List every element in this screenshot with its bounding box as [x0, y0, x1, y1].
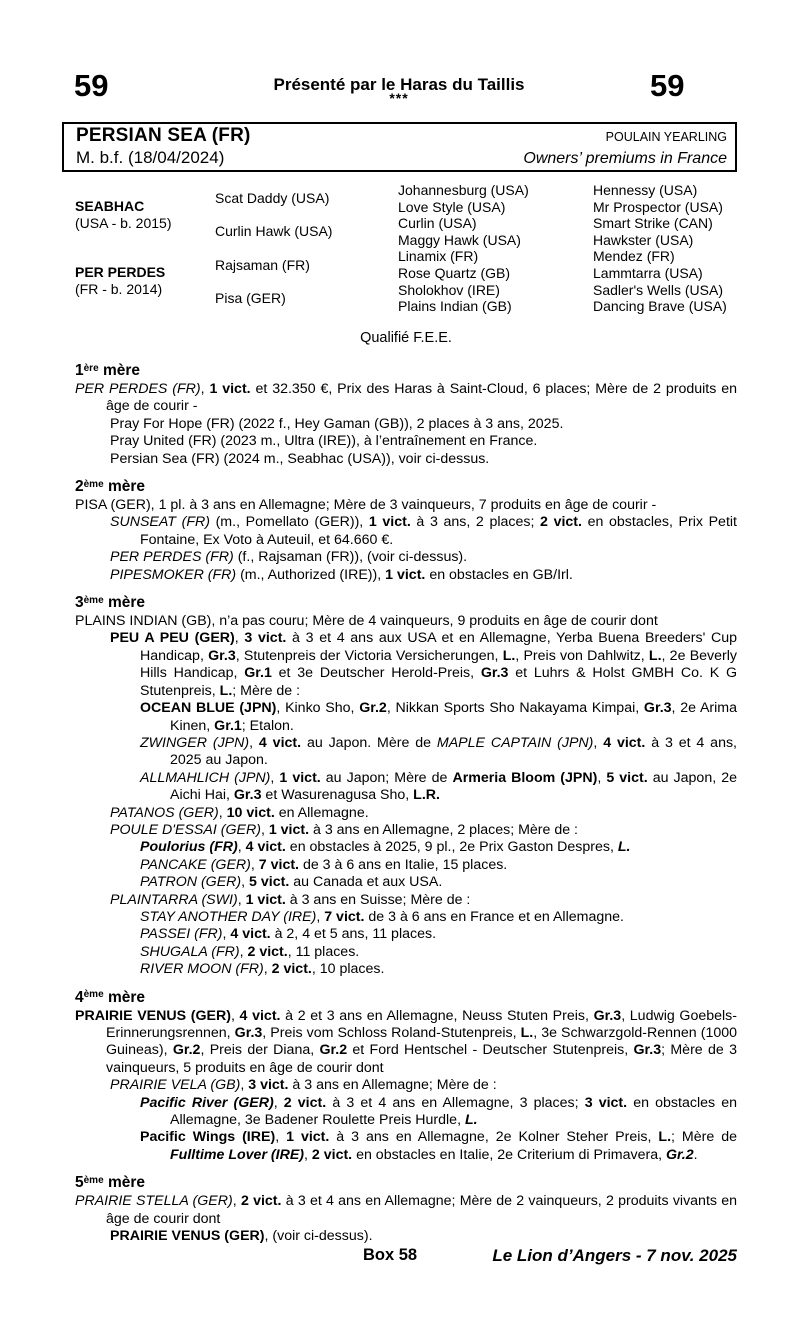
sale-info: Le Lion d’Angers - 7 nov. 2025	[492, 1246, 737, 1266]
pedigree-gen2	[215, 182, 398, 315]
pedigree-ancestor: Linamix (FR)	[398, 248, 479, 265]
footer	[75, 1247, 737, 1267]
text-segment: 2 vict.	[240, 1193, 282, 1210]
text-segment: ,	[218, 804, 227, 821]
pedigree-ancestor: Hawkster (USA)	[593, 231, 694, 248]
pedigree-table	[75, 182, 737, 315]
text-segment: L.	[520, 1025, 534, 1041]
pedigree-ancestor: Maggy Hawk (USA)	[398, 231, 521, 248]
text-segment: Gr.3	[480, 665, 509, 682]
pedigree-ancestor: Pisa (GER)	[215, 289, 286, 306]
text-segment: 4 vict.	[245, 839, 286, 856]
text-segment: ,	[230, 1007, 240, 1024]
pedigree-ancestor: Hennessy (USA)	[593, 182, 698, 198]
text-segment: ,	[222, 926, 231, 943]
pedigree-paragraph	[75, 1193, 737, 1228]
catalog-number-left: 59	[74, 68, 109, 103]
text-segment: .	[693, 1146, 698, 1163]
mare-section	[75, 1174, 737, 1245]
text-segment: 3 vict.	[248, 1077, 289, 1094]
text-segment: PATRON (GER)	[140, 874, 242, 891]
text-segment: (m., Pomellato (GER)),	[209, 514, 369, 531]
text-segment: ; Mère de :	[232, 682, 301, 699]
premiums-note: Owners’ premiums in France	[523, 150, 727, 167]
horse-header-box	[62, 122, 737, 172]
horse-header-row-2	[76, 148, 727, 171]
pedigree-paragraph	[75, 433, 737, 450]
text-segment: , Preis von Dahlwitz,	[515, 647, 649, 664]
text-segment: Gr.2	[665, 1146, 694, 1163]
text-segment: Gr.3	[233, 787, 262, 804]
text-segment: Gr.3	[643, 700, 672, 717]
pedigree-paragraph	[75, 567, 737, 584]
text-segment: et Wasurenagusa Sho,	[261, 787, 414, 804]
text-segment: 2 vict.	[271, 961, 312, 978]
text-segment: 2 vict.	[311, 1146, 353, 1163]
text-segment: PER PERDES (FR)	[75, 381, 201, 397]
text-segment: PRAIRIE VENUS (GER)	[110, 1228, 265, 1245]
pedigree-paragraph	[75, 1228, 737, 1245]
text-segment: à 3 et 4 ans aux USA et en Allemagne, Yerba Buena Breeders' Cup Handicap,	[140, 630, 737, 664]
pedigree-ancestor: Sholokhov (IRE)	[398, 281, 500, 298]
text-segment: Poulorius (FR)	[140, 839, 238, 856]
stars-separator: ***	[389, 90, 409, 106]
pedigree-gen1	[75, 182, 215, 315]
text-segment: L.	[464, 1112, 478, 1129]
heading-superscript: ème	[83, 594, 104, 606]
text-segment: PRAIRIE VELA (GB)	[110, 1077, 241, 1094]
text-segment: ,	[263, 961, 272, 978]
text-segment: Persian Sea (FR) (2024 m., Seabhac (USA)), voir ci-dessus.	[110, 450, 490, 467]
heading-superscript: ère	[83, 362, 99, 374]
horse-header-row-1	[76, 125, 727, 148]
text-segment: 10 vict.	[226, 804, 275, 821]
text-segment: PLAINTARRA (SWI)	[110, 891, 238, 908]
ancestor-origin: (USA - b. 2015)	[75, 215, 172, 231]
pedigree-paragraph	[75, 805, 737, 822]
pedigree-gen3	[398, 182, 593, 315]
pedigree-paragraph	[75, 961, 737, 978]
text-segment: ,	[234, 630, 245, 647]
text-segment: en obstacles, Prix Petit Fontaine, Ex Voto à Auteuil, et 64.660 €.	[140, 514, 737, 548]
horse-details: M. b.f. (18/04/2024)	[76, 148, 225, 167]
section-heading: 4ème mère	[75, 988, 146, 1006]
text-segment: Gr.3	[593, 1007, 622, 1024]
text-segment: OCEAN BLUE (JPN)	[140, 700, 277, 717]
text-segment: à 3 ans en Allemagne, 2e Kolner Steher Preis,	[329, 1129, 659, 1146]
text-segment: de 3 à 6 ans en Italie, 15 places.	[299, 856, 508, 873]
mare-section	[75, 362, 737, 468]
text-segment: Gr.2	[172, 1042, 201, 1059]
box-number: Box 58	[363, 1246, 418, 1265]
presenter-line: Présenté par le Haras du Taillis	[273, 75, 525, 94]
text-segment: , 2e Beverly Hills Handicap,	[140, 647, 738, 682]
pedigree-gen4	[593, 182, 737, 315]
text-segment: 4 vict.	[603, 734, 646, 751]
pedigree-ancestor: Johannesburg (USA)	[398, 182, 529, 198]
text-segment: SHUGALA (FR)	[140, 943, 240, 960]
text-segment: au Japon. Mère de	[301, 734, 437, 751]
text-segment: ,	[273, 1094, 284, 1111]
text-segment: (m., Authorized (IRE)),	[236, 566, 386, 583]
pedigree-paragraph	[75, 892, 737, 909]
text-segment: STAY ANOTHER DAY (IRE)	[140, 908, 317, 925]
text-segment: 7 vict.	[258, 856, 300, 873]
text-segment: au Japon, 2e Aichi Hai,	[170, 769, 737, 804]
text-segment: ,	[304, 1146, 312, 1163]
text-segment: , 2e Arima Kinen,	[170, 700, 737, 734]
text-segment: Pray United (FR) (2023 m., Ultra (IRE)), à l’entraînement en France.	[110, 433, 538, 450]
pedigree-paragraph	[75, 381, 737, 416]
produce-record	[75, 352, 737, 1267]
text-segment: L.	[648, 647, 662, 664]
text-segment: Gr.2	[359, 700, 387, 717]
text-segment: à 3 et 4 ans, 2025 au Japon.	[170, 734, 737, 769]
text-segment: PRAIRIE STELLA (GER)	[75, 1193, 233, 1210]
text-segment: à 3 et 4 ans en Allemagne, 3 places;	[326, 1094, 585, 1111]
category-label: POULAIN YEARLING	[605, 130, 727, 144]
text-segment: ; Etalon.	[241, 717, 294, 734]
pedigree-paragraph	[75, 926, 737, 943]
pedigree-ancestor: Smart Strike (CAN)	[593, 215, 713, 232]
text-segment: 3 vict.	[584, 1094, 628, 1111]
pedigree-ancestor: Love Style (USA)	[398, 198, 506, 215]
text-segment: 2 vict.	[247, 943, 288, 960]
section-heading: 2ème mère	[75, 478, 146, 496]
pedigree-ancestor: Sadler's Wells (USA)	[593, 281, 723, 298]
pedigree-paragraph	[75, 944, 737, 961]
text-segment: et Ford Hentschel - Deutscher Stutenpreis,	[347, 1042, 634, 1059]
text-segment: , Preis vom Schloss Roland-Stutenpreis,	[262, 1025, 521, 1041]
text-segment: ,	[250, 856, 259, 873]
pedigree-ancestor-cell	[75, 248, 215, 314]
pedigree-ancestor: Curlin Hawk (USA)	[215, 223, 333, 240]
pedigree-paragraph	[75, 1095, 737, 1130]
text-segment: et 3e Deutscher Herold-Preis,	[271, 665, 481, 682]
text-segment: 1 vict.	[279, 769, 321, 786]
pedigree-paragraph	[75, 549, 737, 566]
text-segment: ,	[200, 381, 210, 397]
text-segment: Gr.2	[319, 1042, 348, 1059]
ancestor-origin: (FR - b. 2014)	[75, 281, 163, 297]
text-segment: RIVER MOON (FR)	[140, 961, 264, 978]
text-segment: à 3 ans en Suisse; Mère de :	[285, 891, 471, 908]
text-segment: SUNSEAT (FR)	[110, 514, 210, 531]
text-segment: de 3 à 6 ans en France et en Allemagne.	[364, 908, 624, 925]
text-segment: ,	[237, 891, 246, 908]
text-segment: Gr.3	[633, 1042, 662, 1059]
text-segment: 5 vict.	[606, 769, 648, 786]
text-segment: (f., Rajsaman (FR)), (voir ci-dessus).	[233, 549, 468, 566]
pedigree-ancestor: Mendez (FR)	[593, 248, 675, 265]
text-segment: , Preis der Diana,	[200, 1042, 320, 1059]
text-segment: ,	[249, 734, 259, 751]
text-segment: Pacific River (GER)	[140, 1094, 274, 1111]
text-segment: , Ludwig Goebels-Erinnerungsrennen,	[106, 1007, 737, 1041]
text-segment: à 3 ans en Allemagne; Mère de :	[288, 1077, 497, 1094]
text-segment: 2 vict.	[283, 1094, 327, 1111]
text-segment: , Nikkan Sports Sho Nakayama Kimpai,	[386, 700, 644, 717]
text-segment: Gr.3	[208, 647, 236, 664]
text-segment: 4 vict.	[239, 1007, 281, 1024]
pedigree-paragraph	[75, 497, 737, 514]
pedigree-paragraph	[75, 514, 737, 549]
text-segment: ,	[270, 769, 280, 786]
text-segment: ,	[241, 874, 250, 891]
text-segment: ,	[239, 943, 248, 960]
text-segment: au Japon; Mère de	[320, 769, 453, 786]
text-segment: MAPLE CAPTAIN (JPN)	[436, 734, 594, 751]
text-segment: et Luhrs & Holst GMBH Co. K G Stutenpreis,	[140, 665, 737, 699]
pedigree-paragraph	[75, 1129, 737, 1164]
text-segment: ,	[597, 769, 607, 786]
text-segment: PIPESMOKER (FR)	[110, 566, 237, 583]
ancestor-name: PER PERDES	[75, 264, 166, 281]
text-segment: à 2 et 3 ans en Allemagne, Neuss Stuten Preis,	[280, 1007, 594, 1024]
text-segment: en obstacles en Allemagne, 3e Badener Roulette Preis Hurdle,	[170, 1094, 737, 1129]
text-segment: ZWINGER (JPN)	[140, 734, 250, 751]
text-segment: Gr.1	[244, 665, 272, 682]
text-segment: 7 vict.	[324, 908, 365, 925]
pedigree-ancestor: Lammtarra (USA)	[593, 264, 703, 281]
pedigree-paragraph	[75, 416, 737, 433]
text-segment: à 3 et 4 ans en Allemagne; Mère de 2 vainqueurs, 2 produits vivants en âge de courir dont	[106, 1193, 737, 1227]
pedigree-paragraph	[75, 613, 737, 630]
heading-superscript: ème	[83, 1174, 104, 1186]
text-segment: L.	[219, 682, 233, 699]
pedigree-paragraph	[75, 1008, 737, 1078]
text-segment: , 10 places.	[311, 961, 385, 978]
ancestor-name: SEABHAC	[75, 198, 145, 215]
text-segment: à 2, 4 et 5 ans, 11 places.	[270, 926, 437, 943]
text-segment: à 3 ans en Allemagne, 2 places; Mère de :	[309, 821, 579, 838]
text-segment: ,	[275, 1129, 287, 1146]
section-heading: 1ère mère	[75, 362, 141, 379]
text-segment: ,	[316, 908, 325, 925]
text-segment: ,	[260, 821, 269, 838]
text-segment: PATANOS (GER)	[110, 804, 219, 821]
qualification-note: Qualifié F.E.E.	[360, 330, 452, 346]
text-segment: 1 vict.	[268, 821, 310, 838]
mare-section	[75, 594, 737, 979]
text-segment: ,	[232, 1193, 241, 1210]
text-segment: PEU A PEU (GER)	[110, 630, 235, 647]
text-segment: ALLMAHLICH (JPN)	[140, 769, 271, 786]
pedigree-ancestor: Mr Prospector (USA)	[593, 198, 723, 215]
text-segment: Pacific Wings (IRE)	[140, 1129, 276, 1146]
text-segment: PANCAKE (GER)	[140, 856, 251, 873]
text-segment: 1 vict.	[385, 566, 426, 583]
text-segment: , Kinko Sho,	[276, 700, 360, 717]
heading-superscript: ème	[83, 478, 104, 490]
text-segment: PISA (GER), 1 pl. à 3 ans en Allemagne; Mère de 3 vainqueurs, 7 produits en âge de courir -	[75, 497, 657, 514]
text-segment: PER PERDES (FR)	[110, 549, 234, 566]
catalog-number-right: 59	[650, 68, 685, 103]
text-segment: 1 vict.	[286, 1129, 330, 1146]
text-segment: en obstacles en Italie, 2e Criterium di Primavera,	[352, 1146, 666, 1163]
text-segment: en obstacles à 2025, 9 pl., 2e Prix Gaston Despres,	[285, 839, 618, 856]
pedigree-ancestor-cell	[75, 182, 215, 248]
section-heading: 3ème mère	[75, 594, 146, 612]
pedigree-paragraph	[75, 1077, 737, 1094]
pedigree-paragraph	[75, 770, 737, 805]
pedigree-paragraph	[75, 874, 737, 891]
text-segment: ; Mère de 3 vainqueurs, 5 produits en âge de courir dont	[106, 1042, 737, 1076]
text-segment: POULE D'ESSAI (GER)	[110, 821, 261, 838]
text-segment: Gr.1	[214, 717, 242, 734]
mare-section	[75, 989, 737, 1165]
text-segment: , 3e Schwarzgold-Rennen (1000 Guineas),	[106, 1025, 738, 1059]
text-segment: , 11 places.	[287, 943, 360, 960]
pedigree-ancestor: Rose Quartz (GB)	[398, 264, 511, 281]
pedigree-ancestor: Scat Daddy (USA)	[215, 190, 330, 207]
pedigree-ancestor: Plains Indian (GB)	[398, 298, 512, 315]
pedigree-ancestor: Dancing Brave (USA)	[593, 298, 727, 315]
text-segment: 1 vict.	[245, 891, 286, 908]
text-segment: L.	[658, 1129, 672, 1146]
text-segment: Fulltime Lover (IRE)	[170, 1146, 305, 1163]
text-segment: ,	[240, 1077, 249, 1094]
text-segment: ,	[237, 839, 246, 856]
text-segment: PASSEI (FR)	[140, 926, 223, 943]
text-segment: 2 vict.	[540, 514, 582, 531]
text-segment: , Stutenpreis der Victoria Versicherungen,	[235, 647, 503, 664]
text-segment: en Allemagne.	[274, 804, 369, 821]
text-segment: 5 vict.	[249, 874, 290, 891]
text-segment: L.	[617, 839, 631, 856]
text-segment: 4 vict.	[230, 926, 271, 943]
heading-superscript: ème	[83, 989, 104, 1001]
pedigree-paragraph	[75, 735, 737, 770]
text-segment: ; Mère de	[671, 1129, 737, 1146]
pedigree-paragraph	[75, 839, 737, 856]
text-segment: ,	[593, 734, 604, 751]
text-segment: 4 vict.	[258, 734, 302, 751]
text-segment: à 3 ans, 2 places;	[410, 514, 541, 531]
mare-section	[75, 478, 737, 584]
pedigree-paragraph	[75, 822, 737, 839]
text-segment: 3 vict.	[244, 630, 287, 647]
text-segment: PRAIRIE VENUS (GER)	[75, 1007, 231, 1024]
text-segment: PLAINS INDIAN (GB), n’a pas couru; Mère de 4 vainqueurs, 9 produits en âge de courir dont	[75, 613, 658, 630]
pedigree-paragraph	[75, 857, 737, 874]
pedigree-ancestor: Curlin (USA)	[398, 215, 477, 232]
section-heading: 5ème mère	[75, 1174, 146, 1192]
text-segment: , (voir ci-dessus).	[264, 1228, 373, 1245]
text-segment: Gr.3	[234, 1025, 263, 1041]
pedigree-paragraph	[75, 700, 737, 735]
text-segment: et 32.350 €, Prix des Haras à Saint-Cloud, 6 places; Mère de 2 produits en âge de courir -	[106, 381, 737, 415]
text-segment: 1 vict.	[368, 514, 411, 531]
text-segment: Pray For Hope (FR) (2022 f., Hey Gaman (GB)), 2 places à 3 ans, 2025.	[110, 415, 564, 432]
pedigree-paragraph	[75, 451, 737, 468]
text-segment: L.	[502, 647, 516, 664]
pedigree-ancestor: Rajsaman (FR)	[215, 256, 310, 273]
horse-name: PERSIAN SEA (FR)	[76, 125, 251, 146]
text-segment: L.R.	[413, 787, 440, 804]
pedigree-paragraph	[75, 909, 737, 926]
text-segment: en obstacles en GB/Irl.	[425, 566, 573, 583]
text-segment: Armeria Bloom (JPN)	[452, 769, 598, 786]
text-segment: 1 vict.	[209, 381, 251, 397]
text-segment: au Canada et aux USA.	[289, 874, 443, 891]
pedigree-paragraph	[75, 630, 737, 700]
